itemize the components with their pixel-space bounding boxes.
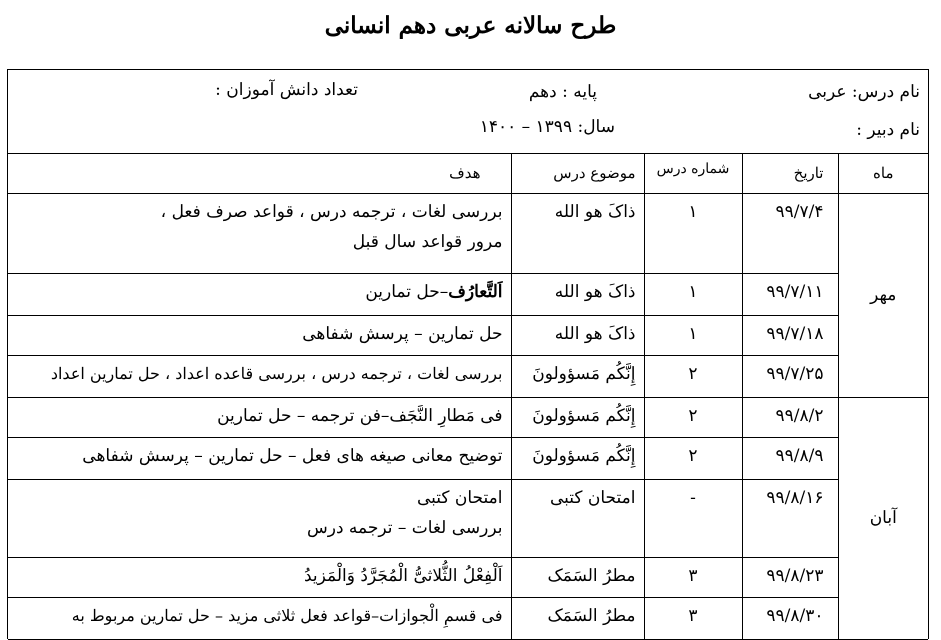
date-cell: ۹۹/۷/۱۸ (742, 315, 838, 355)
date-cell: ۹۹/۸/۳۰ (742, 597, 838, 639)
col-date: تاریخ (742, 153, 838, 193)
topic-cell: ذاکَ هو الله (511, 315, 644, 355)
col-lesson-number: شماره درس (644, 153, 742, 193)
plan-table (8, 153, 928, 640)
date-cell: ۹۹/۷/۱۱ (742, 273, 838, 315)
lesson-number-cell: ۲ (644, 437, 742, 479)
topic-cell: ذاکَ هو الله (511, 273, 644, 315)
lesson-number-cell: ۲ (644, 355, 742, 397)
table-row (8, 315, 928, 355)
month-cell: مهر (838, 193, 928, 397)
month-cell: آبان (838, 397, 928, 639)
goal-cell: فی مَطارِ النَّجَف–فن ترجمه – حل تمارین (8, 397, 511, 437)
student-count: تعداد دانش آموزان : (215, 80, 358, 100)
col-goal: هدف (8, 153, 511, 193)
date-cell: ۹۹/۸/۹ (742, 437, 838, 479)
table-row (8, 273, 928, 315)
table-row (8, 193, 928, 273)
col-month: ماه (838, 153, 928, 193)
goal-cell: توضیح معانی صیغه های فعل – حل تمارین – پرسش شفاهی (8, 437, 511, 479)
page-title: طرح سالانه عربی دهم انسانی (324, 12, 617, 39)
topic-cell: مطرُ السَمَک (511, 557, 644, 597)
academic-year: سال: ۱۳۹۹ – ۱۴۰۰ (479, 117, 615, 137)
goal-cell: حل تمارین – پرسش شفاهی (8, 315, 511, 355)
goal-cell: بررسی لغات ، ترجمه درس ، بررسی قاعده اعداد ، حل تمارین اعداد (8, 355, 511, 397)
topic-cell: مطرُ السَمَک (511, 597, 644, 639)
date-cell: ۹۹/۷/۴ (742, 193, 838, 273)
annual-plan-sheet (7, 69, 929, 639)
grade-level: پایه : دهم (528, 82, 597, 102)
lesson-number-cell: ۱ (644, 193, 742, 273)
teacher-name: نام دبیر : (856, 120, 920, 140)
table-row (8, 355, 928, 397)
course-info (8, 70, 928, 154)
col-topic: موضوع درس (511, 153, 644, 193)
lesson-number-cell: ۳ (644, 597, 742, 639)
topic-cell: امتحان کتبی (511, 479, 644, 557)
goal-cell: امتحان کتبی بررسی لغات – ترجمه درس (8, 479, 511, 557)
table-row (8, 479, 928, 557)
course-name: نام درس: عربی (808, 82, 920, 102)
topic-cell: إِنَّکُم مَسؤولونَ (511, 397, 644, 437)
table-row (8, 597, 928, 639)
table-row (8, 437, 928, 479)
lesson-number-cell: ۱ (644, 315, 742, 355)
lesson-number-cell: ۳ (644, 557, 742, 597)
goal-cell: اَلْفِعْلُ الثُّلاثیُّ الْمُجَرَّدُ وَالْمَزیدُ (8, 557, 511, 597)
topic-cell: إِنَّکُم مَسؤولونَ (511, 437, 644, 479)
date-cell: ۹۹/۸/۱۶ (742, 479, 838, 557)
topic-cell: إِنَّکُم مَسؤولونَ (511, 355, 644, 397)
table-row (8, 557, 928, 597)
table-header (8, 153, 928, 193)
date-cell: ۹۹/۸/۲۳ (742, 557, 838, 597)
lesson-number-cell: ۲ (644, 397, 742, 437)
date-cell: ۹۹/۷/۲۵ (742, 355, 838, 397)
goal-cell: اَلتَّعارُف–حل تمارین (8, 273, 511, 315)
goal-cell: بررسی لغات ، ترجمه درس ، قواعد صرف فعل ، مرور قواعد سال قبل (8, 193, 511, 273)
topic-cell: ذاکَ هو الله (511, 193, 644, 273)
lesson-number-cell: - (644, 479, 742, 557)
date-cell: ۹۹/۸/۲ (742, 397, 838, 437)
lesson-number-cell: ۱ (644, 273, 742, 315)
goal-cell: فی قسمِ الْجوازات–قواعد فعل ثلاثی مزید – حل تمارین مربوط به (8, 597, 511, 639)
table-row (8, 397, 928, 437)
